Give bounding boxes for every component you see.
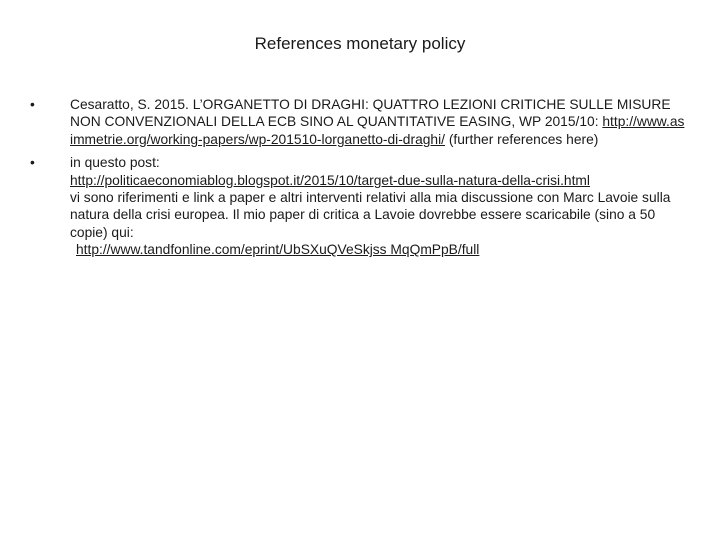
blog-post-link[interactable]: http://politicaeconomiablog.blogspot.it/2015/10/target-due-sulla-natura-della-crisi.html xyxy=(70,172,590,188)
post-description: vi sono riferimenti e link a paper e altri interventi relativi alla mia discussione con Marc Lavoie sulla natura della crisi europea. Il mio paper di critica a Lavoie dovrebbe essere scaricabile (sino a 50 copie) qui: xyxy=(70,190,671,240)
asimmetrie-link[interactable]: http://www.asimmetrie.org/working-papers/wp-201510-lorganetto-di-draghi/ xyxy=(70,114,685,147)
post-intro: in questo post: xyxy=(70,155,160,171)
slide-title: References monetary policy xyxy=(254,34,466,53)
reference-note: (further references here) xyxy=(445,131,599,147)
reference-item xyxy=(30,96,685,148)
bullet-icon: • xyxy=(30,97,35,112)
reference-list xyxy=(30,96,685,265)
tandfonline-link[interactable]: http://www.tandfonline.com/eprint/UbSXuQVeSkjss MqQmPpB/full xyxy=(76,242,480,258)
reference-text: Cesaratto, S. 2015. L’ORGANETTO DI DRAGHI: QUATTRO LEZIONI CRITICHE SULLE MISURE NON CONVENZIONALI DELLA ECB SINO AL QUANTITATIVE EASING, WP 2015/10: xyxy=(70,97,671,130)
reference-item xyxy=(30,154,685,258)
bullet-icon: • xyxy=(30,155,35,171)
